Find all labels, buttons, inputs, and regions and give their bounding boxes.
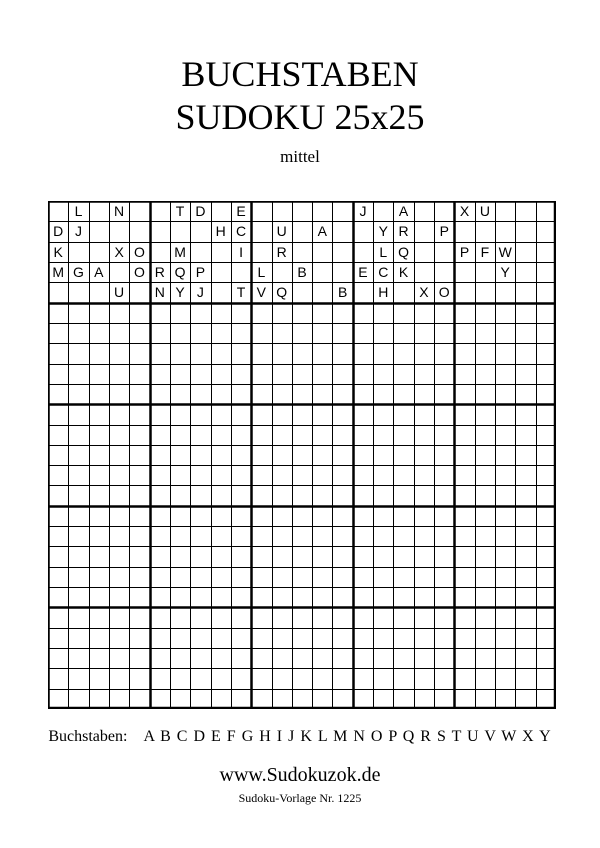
given-cell: K <box>53 243 63 260</box>
template-number: Sudoku-Vorlage Nr. 1225 <box>238 791 362 805</box>
title-line-1: BUCHSTABEN <box>181 54 419 94</box>
given-cell: U <box>276 223 287 240</box>
given-cell: P <box>439 223 449 240</box>
given-cell: K <box>398 264 409 281</box>
given-cell: A <box>317 223 327 240</box>
sudoku-grid <box>48 201 556 709</box>
given-cell: O <box>133 264 145 281</box>
given-cell: P <box>459 243 470 260</box>
given-cell: E <box>358 264 368 281</box>
letters-sequence: A B C D E F G H I J K L M N O P Q R S T U V W X Y <box>143 728 552 745</box>
given-cell: O <box>133 243 145 260</box>
website-link[interactable]: www.Sudokuzok.de <box>219 764 381 786</box>
given-cell: M <box>174 243 186 260</box>
given-cell: B <box>297 264 307 281</box>
given-cell: L <box>74 203 83 220</box>
given-cell: N <box>114 203 125 220</box>
given-cell: E <box>236 203 246 220</box>
given-cell: Q <box>276 284 288 301</box>
given-cell: U <box>114 284 125 301</box>
given-cell: X <box>114 243 124 260</box>
given-cell: X <box>459 203 470 220</box>
given-cell: R <box>154 264 165 281</box>
given-cell: C <box>378 264 389 281</box>
given-cell: R <box>398 223 409 240</box>
title-line-2: SUDOKU 25x25 <box>175 97 425 137</box>
given-cell: H <box>378 284 389 301</box>
given-cell: T <box>175 203 185 220</box>
given-cell: N <box>154 284 165 301</box>
given-cell: Y <box>500 264 510 281</box>
given-cell: J <box>196 284 204 301</box>
given-cell: X <box>419 284 429 301</box>
given-cell: D <box>53 223 64 240</box>
given-cell: L <box>257 264 266 281</box>
given-cell: G <box>73 264 84 281</box>
given-cell: B <box>337 284 348 301</box>
given-cell: M <box>52 264 64 281</box>
given-cell: R <box>276 243 287 260</box>
given-cell: Q <box>174 264 186 281</box>
given-cell: J <box>359 203 367 220</box>
given-cell: Q <box>398 243 410 260</box>
given-cell: O <box>438 284 450 301</box>
given-cell: U <box>479 203 490 220</box>
given-cell: Y <box>378 223 388 240</box>
given-cell: A <box>94 264 104 281</box>
given-cell: P <box>195 264 206 281</box>
given-cell: D <box>195 203 206 220</box>
difficulty-label: mittel <box>280 147 320 166</box>
given-cell: Y <box>175 284 185 301</box>
given-cell: H <box>215 223 226 240</box>
given-cell: W <box>498 243 512 260</box>
given-cell: C <box>235 223 247 240</box>
given-cell: A <box>398 203 409 220</box>
given-cell: V <box>256 284 267 301</box>
given-cell: L <box>379 243 388 260</box>
given-cell: F <box>480 243 490 260</box>
given-cell: J <box>74 223 82 240</box>
letters-label: Buchstaben: <box>48 728 128 745</box>
given-cell: T <box>236 284 246 301</box>
letters-line <box>0 728 600 746</box>
given-cell: I <box>239 243 243 260</box>
